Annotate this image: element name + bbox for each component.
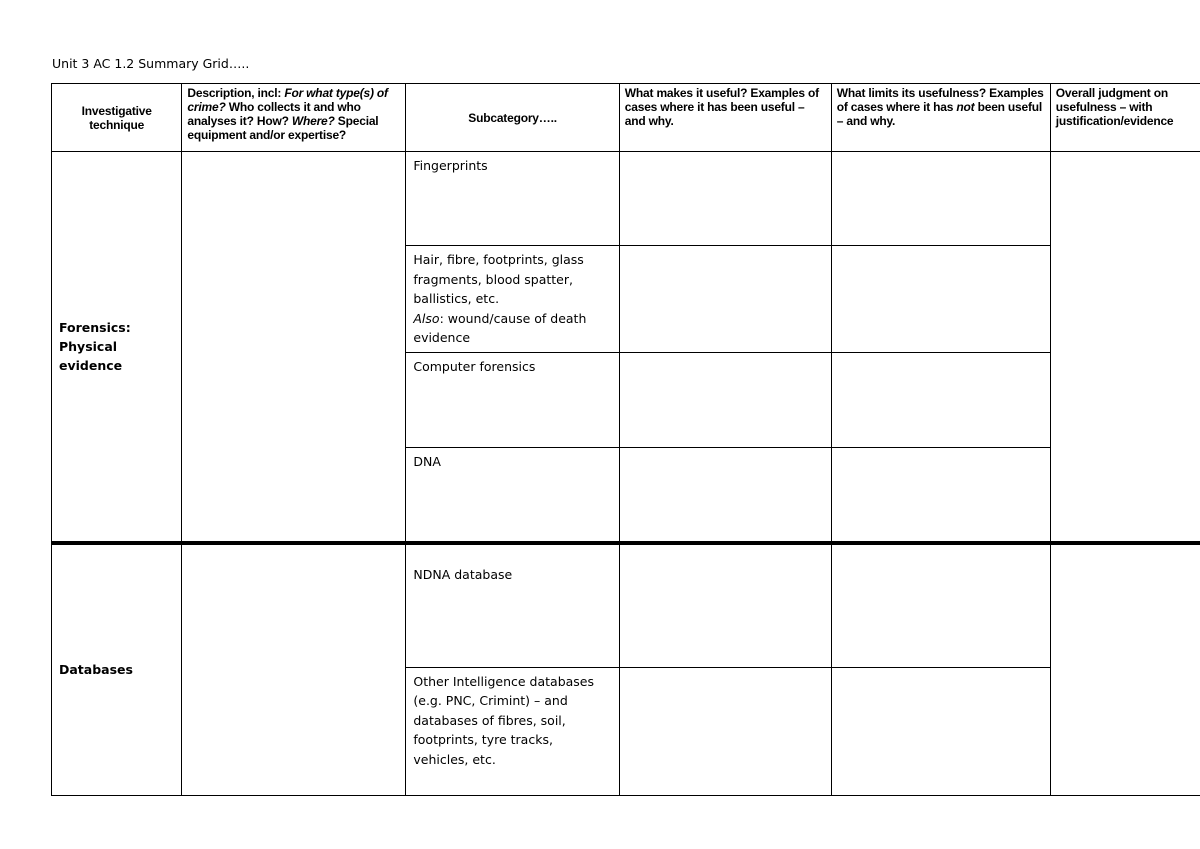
useful-cell bbox=[619, 152, 831, 246]
description-cell bbox=[182, 152, 406, 544]
description-cell bbox=[182, 543, 406, 795]
table-row bbox=[52, 543, 1200, 667]
table-row bbox=[52, 152, 1200, 246]
subcategory-other-databases: Other Intelligence databases (e.g. PNC, Crimint) – and databases of fibres, soil, footprints, tyre tracks, vehicles, etc. bbox=[406, 667, 619, 795]
header-description: Description, incl: For what type(s) of crime? Who collects it and who analyses it? How? Where? Special equipment and/or expertise? bbox=[182, 84, 406, 152]
subcategory-dna: DNA bbox=[406, 447, 619, 543]
limits-cell bbox=[831, 352, 1050, 447]
subcategory-computer-forensics: Computer forensics bbox=[406, 352, 619, 447]
limits-cell bbox=[831, 667, 1050, 795]
limits-cell bbox=[831, 152, 1050, 246]
category-databases: Databases bbox=[52, 543, 182, 795]
limits-cell bbox=[831, 447, 1050, 543]
subcategory-fingerprints: Fingerprints bbox=[406, 152, 619, 246]
header-technique: Investigative technique bbox=[52, 84, 182, 152]
subcategory-trace-evidence: Hair, fibre, footprints, glass fragments, blood spatter, ballistics, etc. Also: wound/cause of death evidence bbox=[406, 246, 619, 353]
overall-cell bbox=[1050, 543, 1200, 795]
limits-cell bbox=[831, 246, 1050, 353]
page-title: Unit 3 AC 1.2 Summary Grid….. bbox=[52, 56, 250, 71]
subcategory-ndna-database: NDNA database bbox=[406, 543, 619, 667]
overall-cell bbox=[1050, 152, 1200, 544]
header-row bbox=[52, 84, 1200, 152]
category-forensics: Forensics: Physical evidence bbox=[52, 152, 182, 544]
summary-grid bbox=[51, 83, 1200, 796]
useful-cell bbox=[619, 447, 831, 543]
header-overall: Overall judgment on usefulness – with justification/evidence bbox=[1050, 84, 1200, 152]
useful-cell bbox=[619, 352, 831, 447]
useful-cell bbox=[619, 246, 831, 353]
useful-cell bbox=[619, 667, 831, 795]
limits-cell bbox=[831, 543, 1050, 667]
useful-cell bbox=[619, 543, 831, 667]
header-limits: What limits its usefulness? Examples of cases where it has not been useful – and why. bbox=[831, 84, 1050, 152]
header-useful: What makes it useful? Examples of cases where it has been useful – and why. bbox=[619, 84, 831, 152]
header-subcategory: Subcategory….. bbox=[406, 84, 619, 152]
